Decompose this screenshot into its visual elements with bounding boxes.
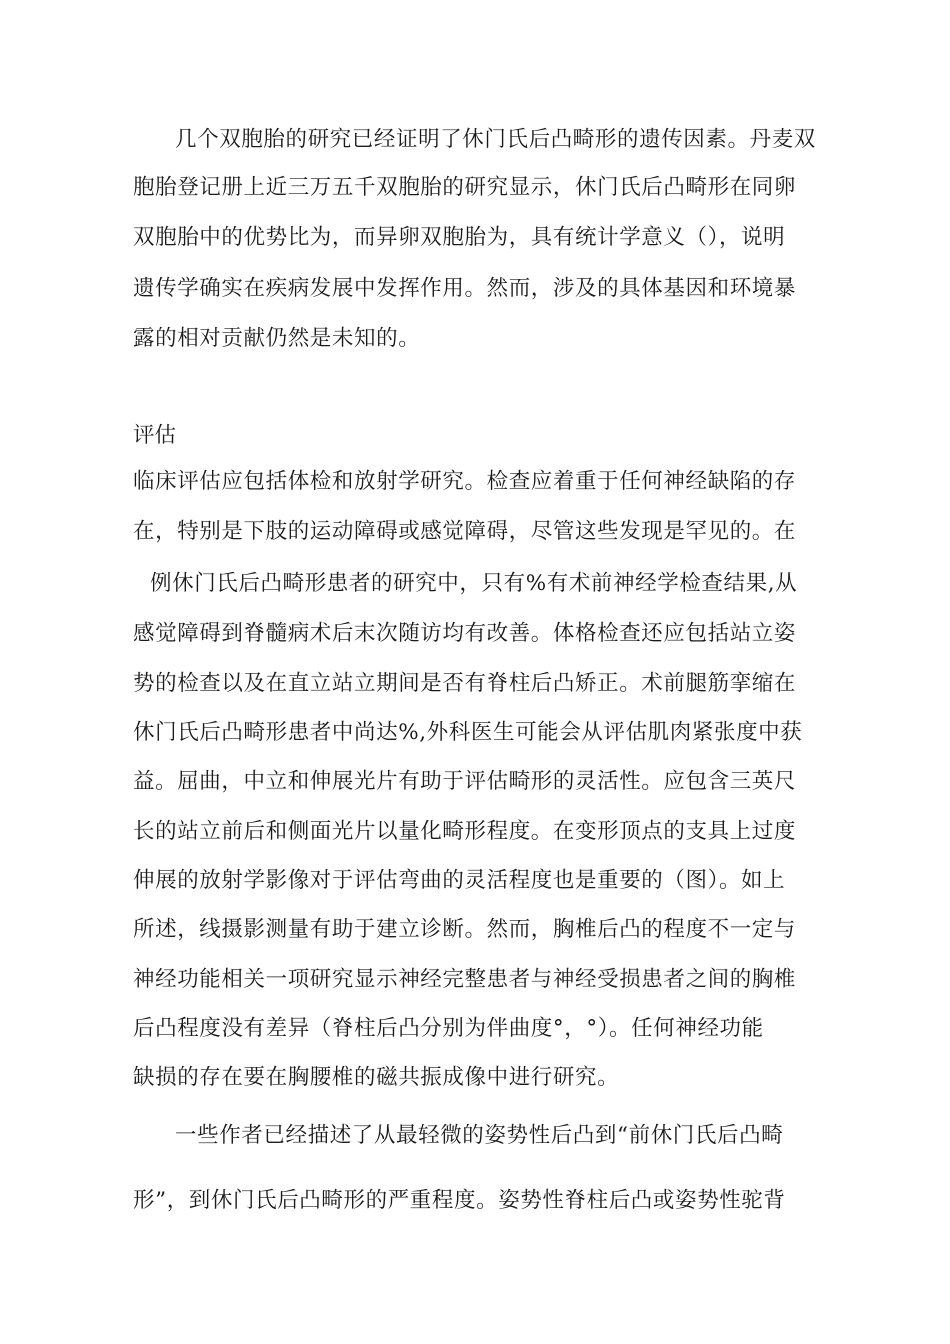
- paragraph-2-line-6: 休门氏后凸畸形患者中尚达%,外科医生可能会从评估肌肉紧张度中获: [133, 720, 803, 745]
- paragraph-2-line-13: 缺损的存在要在胸腰椎的磁共振成像中进行研究。: [133, 1065, 620, 1090]
- section-heading: 评估: [133, 423, 177, 448]
- paragraph-1-line-2: 胞胎登记册上近三万五千双胞胎的研究显示，休门氏后凸畸形在同卵: [133, 175, 797, 200]
- paragraph-1-line-5: 露的相对贡献仍然是未知的。: [133, 326, 421, 351]
- paragraph-2-line-12: 后凸程度没有差异（脊柱后凸分别为伴曲度°，°）。任何神经功能: [133, 1016, 764, 1041]
- paragraph-3-line-2: 形”，到休门氏后凸畸形的严重程度。姿势性脊柱后凸或姿势性驼背: [133, 1188, 786, 1213]
- paragraph-2-line-4: 感觉障碍到脊髓病术后末次随访均有改善。体格检查还应包括站立姿: [133, 621, 797, 646]
- paragraph-3-line-1: 一些作者已经描述了从最轻微的姿势性后凸到“前休门氏后凸畸: [175, 1123, 784, 1148]
- paragraph-2-line-8: 长的站立前后和侧面光片以量化畸形程度。在变形顶点的支具上过度: [133, 819, 797, 844]
- paragraph-2-line-3: 例休门氏后凸畸形患者的研究中，只有%有术前神经学检查结果,从: [150, 571, 798, 596]
- paragraph-2-line-7: 益。屈曲，中立和伸展光片有助于评估畸形的灵活性。应包含三英尺: [133, 769, 797, 794]
- paragraph-2-line-9: 伸展的放射学影像对于评估弯曲的灵活程度也是重要的（图）。如上: [133, 868, 786, 893]
- paragraph-2-line-11: 神经功能相关一项研究显示神经完整患者与神经受损患者之间的胸椎: [133, 967, 797, 992]
- paragraph-2-line-5: 势的检查以及在直立站立期间是否有脊柱后凸矫正。术前腿筋挛缩在: [133, 671, 797, 696]
- paragraph-1-line-3: 双胞胎中的优势比为，而异卵双胞胎为，具有统计学意义（），说明: [133, 225, 786, 250]
- paragraph-1-line-4: 遗传学确实在疾病发展中发挥作用。然而，涉及的具体基因和环境暴: [133, 276, 797, 301]
- paragraph-2-line-1: 临床评估应包括体检和放射学研究。检查应着重于任何神经缺陷的存: [133, 469, 797, 494]
- paragraph-2-line-10: 所述，线摄影测量有助于建立诊断。然而，胸椎后凸的程度不一定与: [133, 917, 797, 942]
- paragraph-1-line-1: 几个双胞胎的研究已经证明了休门氏后凸畸形的遗传因素。丹麦双: [175, 127, 816, 152]
- paragraph-2-line-2: 在，特别是下肢的运动障碍或感觉障碍，尽管这些发现是罕见的。在: [133, 519, 797, 544]
